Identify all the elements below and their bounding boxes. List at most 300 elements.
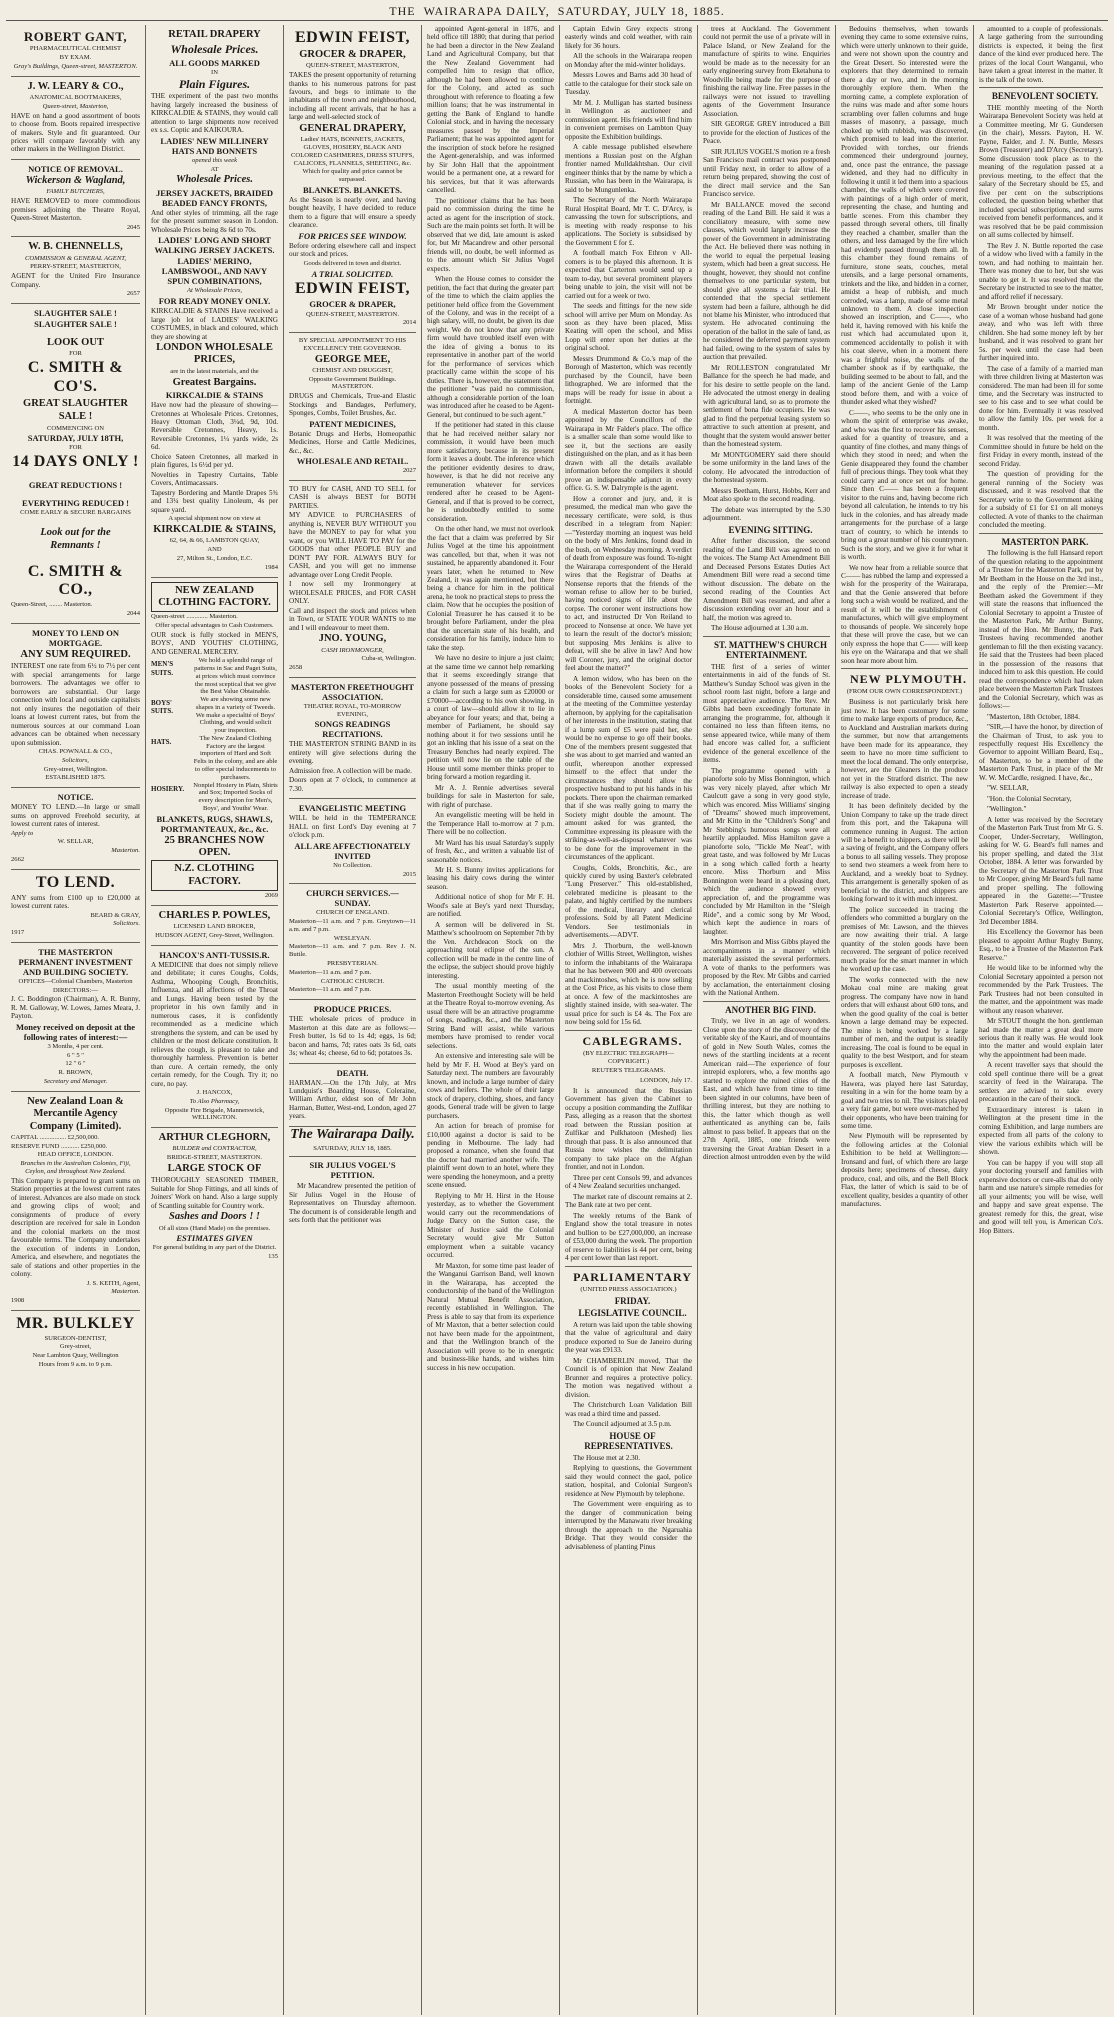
ad-line: A special shipment now on view at	[168, 515, 261, 523]
ad-leary	[11, 77, 140, 160]
house-paragraphs	[565, 1454, 692, 1551]
ad-line: IN	[211, 68, 218, 76]
ad-line: JERSEY JACKETS, BRAIDED BEADED FANCY FRONTS,	[155, 187, 274, 208]
ad-line: At Wholesale Prices,	[186, 287, 243, 295]
benevolent-paragraphs	[979, 104, 1103, 530]
council-paragraph: Mr CHAMBERLIN moved, That the Council is of opinion that New Zealand Brunner and requires a protective policy. The motion was negatived without a division.	[565, 1356, 692, 1399]
ad-line: CAPITAL ................ £2,500,000.	[11, 1133, 100, 1141]
ad-line: Queen-street, Masterton,	[42, 102, 109, 110]
cablegram-paragraphs	[565, 1087, 692, 1263]
ad-line: LONDON WHOLESALE PRICES,	[156, 342, 273, 366]
evening-paragraph: The House adjourned at 1.30 a.m.	[711, 624, 809, 633]
ad-line: A TRIAL SOLICITED.	[311, 268, 394, 279]
ad-number: 1908	[11, 1297, 25, 1305]
ad-title: TO LEND.	[35, 873, 116, 891]
clothing-row-text: The New Zealand Clothing Factory are the largest importers of Hard and Soft Felts in the colony, and are able to offer special inducements to purchasers.	[193, 734, 278, 781]
masterton-park-title: MASTERTON PARK.	[1001, 536, 1089, 547]
ad-line: Opposite Government Buildings. MASTERTON.	[308, 375, 397, 391]
new-plymouth-paragraph: The police succeeded in tracing the offenders who committed a burglary on the premises of Mr. Lawson, and the thieves are now awaiting their trial. A large quantity of the stolen goods have been recovered. The sergeant of police received much praise for the smart manner in which he worked up the case.	[841, 905, 968, 974]
ad-line: GENERAL DRAPERY,	[299, 122, 406, 134]
ad-title: GEORGE MEE,	[314, 353, 391, 365]
ad-line: BLANKETS, RUGS, SHAWLS, PORTMANTEAUX, &c., &c.	[156, 813, 273, 834]
ad-line: GROCER & DRAPER,	[309, 299, 396, 310]
ad-line: QUEEN-STREET, MASTERTON,	[306, 62, 399, 70]
council-paragraph: The Council adjourned at 3.5 p.m.	[573, 1420, 672, 1429]
ad-number: 2045	[126, 223, 140, 231]
news-paragraph: How a coroner and jury, and, it is presumed, the medical man who gave the necessary certificate, were sold, is thus described in a telegram from Napier:—"Yesterday morning an inquest was held on the body of Mrs Jenkins, found dead in the bush, on Wednesday morning. A verdict of death from exposure was found. To-night the Wairarapa correspondent of the Herald wires that the Registrar of Deaths at Nonsense reports that the friends of the woman refuse to allow her to be buried, having noticed signs of life about the corpse. The coroner went instructions how to act, and instructed Dr Von Reiland to proceed to Nonsense at once. We have yet to learn the result of the doctor's mission; but supposing Mrs Jenkins is alive to defeat, will she be alive in law? And how will Coroner, jury, and the original doctor feel about the matter?"	[565, 494, 692, 673]
news-paragraph: appointed Agent-general in 1876, and held office till 1880; that during that period he had been a director in the New Zealand Land and Agricultural Company, but that the New Zealand Government had compelled him to resign that office, although he had been allowed to continue for the Colony, and acted as such throughout with reference to floating a few million loans; that he was instrumental in getting the Bank of England to handle Colonial stock, and in having the necessary measures passed by the Imperial Parliament; that he was appointed agent for the inscription of stock before he resigned the Agent-generalship, and was informed by Sir John Hall that the appointment would be a permanent one, at a reward for his services, but that it was afterwards cancelled.	[427, 25, 554, 195]
ad-line: Plain Figures.	[178, 77, 251, 92]
ad-line: Secretary and Manager.	[43, 1078, 108, 1085]
clothing-row	[151, 657, 278, 696]
ad-line: KIRKCALDIE & STAINS	[165, 390, 264, 400]
clothing-row	[151, 696, 278, 735]
clothing-row-text: We hold a splendid range of patterns in Sac and Paget Suits, at prices which must convince the most sceptical that we give the Best Value Obtainable.	[194, 657, 277, 696]
ad-body: THE MASTERTON STRING BAND in its entirety will give selections during the evening.	[289, 740, 416, 766]
house-paragraph: Mr ROLLESTON congratulated Mr Ballance for the speech he had made, and for his desire to settle people on the land. He advocated the utmost energy in dealing with agricultural land, so as to promote the settlement of bona fide occupiers. He was glad to find the perpetual leasing system so attractive to such attention at present, and thought that the system would answer better than the homestead system.	[703, 363, 830, 449]
ad-line: HEAD OFFICE, LONDON.	[37, 1151, 114, 1159]
ad-title: Wickerson & Wagland,	[25, 174, 126, 186]
ad-line: Wholesale Prices.	[176, 174, 253, 186]
ad-line: ESTABLISHED 1875.	[45, 774, 106, 782]
house-paragraph: Replying to questions, the Government said they would connect the gaol, police station, hospital, and Colonial Surgeon's residence at New Plymouth by telephone.	[565, 1464, 692, 1498]
ad-line: No Collection.	[333, 861, 372, 869]
house-paragraph: The House met at 2.30.	[573, 1453, 641, 1462]
ad-jno-young	[289, 481, 416, 678]
ad-body: Botanic Drugs and Herbs, Homeopathic Medicines, Horse and Cattle Medicines, &c., &c.	[289, 429, 416, 455]
benevolent-paragraph: The question of providing for the general running of the Society was discussed, and it was resolved that the Secretary write to the Government asking for a subsidy of £1 for £1 on all moneys collected. A vote of thanks to the chairman concluded the meeting.	[979, 470, 1103, 530]
ad-line: NOTICE OF REMOVAL.	[28, 163, 123, 174]
church-services	[289, 884, 416, 1000]
ad-notice-money	[11, 788, 140, 870]
news-paragraph: Additional notice of shop for Mr F. H. Wood's sale at Bey's yard next Thursday, are notified.	[427, 893, 554, 919]
ad-line: Remnants !	[50, 540, 101, 552]
masterton-park-paragraph: You can be happy if you will stop all your doctoring yourself and families with expensive doctors or cure-alls that do only harm and use nature's simple remedies for all your ailments; you will be wise, well and happy and save great expense. The greatest remedy for this, the great, wise and good will tell you, is American Co's. Hop Bitters.	[979, 1158, 1103, 1235]
ad-town: Masterton.	[63, 601, 93, 609]
ad-line: PHARMACEUTICAL CHEMIST	[29, 45, 122, 53]
news-paragraph: Messrs Drummond & Co.'s map of the Borough of Masterton, which was recently purchased by the Council, have been lithographed. We are informed that the maps will be ready for issue in about a fortnight.	[565, 354, 692, 406]
ad-title: THE MASTERTON PERMANENT INVESTMENT AND BUILDING SOCIETY.	[18, 946, 133, 977]
ad-body: OUR stock is fully stocked in MEN'S, BOYS', AND YOUTHS' CLOTHING, AND GENERAL MERCERY.	[151, 630, 278, 656]
editorial-title: SIR JULIUS VOGEL'S PETITION.	[309, 1160, 396, 1181]
ad-money-mortgage	[11, 624, 140, 788]
ad-bulkley	[11, 1311, 140, 1374]
ad-body: Before ordering elsewhere call and inspect our stock and prices.	[289, 241, 416, 259]
ad-line: Money received on deposit at the following rates of interest:—	[15, 1021, 136, 1042]
benevolent-paragraph: The case of a family of a married man with three children living at Masterton was considered. The man had been ill for some time, and the Secretary was instructed to see to his case and to see what could be done for him. Eventually it was resolved to allow the family 10s. per week for a month.	[979, 364, 1103, 432]
cablegram-paragraph: The market rate of discount remains at 2. The Bank rate at two per cent.	[565, 1192, 692, 1210]
ad-body: AGENT for the United Fire Insurance Company.	[11, 272, 140, 289]
ad-line: Hours from 9 a.m. to 9 p.m.	[38, 1361, 113, 1368]
ad-line: LICENSED LAND BROKER,	[173, 923, 256, 931]
ad-line: GROCER & DRAPER,	[299, 48, 406, 60]
ad-line: are in the latest materials, and the	[170, 367, 259, 375]
ad-line: BLANKETS. BLANKETS.	[303, 184, 402, 195]
ad-number: 2657	[126, 290, 140, 298]
ad-line: LADIES' LONG AND SHORT WALKING JERSEY JACKETS.	[154, 235, 275, 256]
ad-line: DIRECTORS:—	[53, 986, 98, 994]
ad-line: Near Lambton Quay, Wellington	[32, 1352, 119, 1360]
ad-george-mee	[289, 333, 416, 481]
column-1	[6, 25, 146, 2015]
death-notice	[289, 1064, 416, 1127]
big-find-paragraph: Bedouins themselves, when towards evening they came to some extensive ruins, which were utterly unknown to their guide, and were not shown upon the country and the Great Desert. So interested were the explorers that they determined to remain there a day or two, and in the morning thoroughly explore them. When the morning came, a complete exploration of the ruins was made and after some hours scrambling over fallen columns and huge masses of masonry, a passage, much choked up with rubbish, was discovered, which promised to lead into the interior. Provided with torches, our friends commenced their underground journey, and, once past the entrance, the passage widened, and they had no difficulty in following it until it led them into a spacious chamber, the walls of which were covered with paintings of a high order of merit, representing the chase, and hunting and battle scenes. From this chamber they passed through several others, till finally they reached a chamber, smaller than the others, and less damaged by the fire which had evidently passed through them all. In this chamber they found remains of furniture, stone seats, couches, metal utensils, and a large personal ornaments, trinkets and the like, and hidden in a corner, amidst a heap of rubbish, and much corroded, was a lamp, made of some metal unknown to them. A close inspection showed an inscription, and C——, who held it, having removed with his knife the rust which had accumulated upon it, commenced accidentally to polish it with his coat sleeve, when in a moment there was a frightful noise, the walls of the chamber shook as if by earthquake, the building seemed to be about to fall, and the lamp of the ancient Genie of the Lamp stood before them, and with a voice of thunder asked what they wished?	[841, 25, 968, 407]
news-paragraph: Coughs, Colds, Bronchitis, &c., are quickly cured by using Baxter's celebrated "Lung Preserver." This old-established, celebrated medicine is pleasant to the palate, and highly certified by the numbers of the medical, literary and clerical professions. Sold by all Patent Medicine Vendors. See testimonials in advertisements.—ADVT.	[565, 863, 692, 940]
ad-line: ESTIMATES GIVEN	[176, 1233, 253, 1244]
ad-line: CHAS. POWNALL & CO.,	[38, 748, 113, 756]
ad-line: Solicitors,	[62, 756, 89, 764]
new-plymouth-paragraph: Business is not particularly brisk here just now. It has been customary for some time to make large exports of produce, &c., to Auckland and Australian markets during the summer, but now that arrangements have been made for its appearance, they seem to have no more time sufficient to meet the local demand. The only enterprise, however, are the Gleaners in the produce not yet in the Stratford district. The new railway is also expected to open a steady increase of trade.	[841, 698, 968, 800]
ad-body: MONEY TO LEND.—In large or small sums on approved Freehold security, at lowest current rates of interest.	[11, 803, 140, 829]
ad-line: FAMILY BUTCHERS,	[46, 188, 105, 196]
church-name: CHURCH OF ENGLAND.	[316, 909, 389, 917]
ad-line: Opposite Fire Brigade, Mannerswick, WELLINGTON.	[164, 1106, 265, 1122]
ad-line: AND	[207, 546, 222, 554]
church-name: PRESBYTERIAN.	[327, 960, 378, 967]
news-paragraph: Mr A. J. Rennie advertises several buildings for sale in Masterton for sale, with right of purchase.	[427, 783, 554, 809]
ad-line: RESERVE FUND ........... £250,000.	[11, 1142, 108, 1150]
news-paragraph: An evangelistic meeting will be held in the Temperance Hall to-morrow at 7 p.m. There will be no collection.	[427, 811, 554, 837]
ad-building-society	[11, 943, 140, 1092]
ad-street: Queen-Street,	[11, 601, 48, 609]
news-paragraph: When the House comes to consider the petition, the fact that during the greater part of the time to which the claim applies the petitioner held office from the Government of the Colony, and was in the receipt of a high salary, will, no doubt, be given its due weight. We do not know that any private firm would have troubled itself even with the idea of giving a bonus to its representative in another part of the world for the performance of services which practically came within the scope of his duties. There is, however, the statement that the petitioner "was paid no commission, although a considerable portion of the loan was introduced after he ceased to be Agent-General, but continued to be such agent."	[427, 275, 554, 419]
evening-sitting-title: EVENING SITTING.	[728, 524, 813, 535]
news-paragraph: Messrs Lowes and Barns add 30 head of cattle to the catalogue for their stock sale on Tuesday.	[565, 71, 692, 97]
ad-body: Call and inspect the stock and prices when in Town, or STATE YOUR WANTS to me and I will endeavour to meet them.	[289, 606, 416, 632]
ad-line: Grey-street,	[59, 1343, 92, 1351]
benevolent-paragraph: THE monthly meeting of the North Wairarapa Benevolent Society was held at a Committee meeting, Mr G. Gundersen (in the chair), Messrs. Payton, H. W. Payne, Falder, and J. N. Buttle, Messrs Brown (Treasurer) and D'Arcy (Secretary). Some discussion took place as to the meaning of the regulation passed at a previous meeting, to the effect that the salary of the Secretary should be £5, and five per cent on the subscriptions collected, the question being whether that included special subscriptions, and sums received from benefit performances, and it was resolved that he be paid commission on all sums collected by himself.	[979, 104, 1103, 240]
masthead-the: THE	[389, 4, 416, 18]
ad-line: SONGS READINGS RECITATIONS.	[314, 719, 391, 740]
ad-line: GREAT SLAUGHTER	[23, 397, 128, 409]
ad-number: 2014	[402, 319, 416, 327]
clothing-rows	[151, 657, 278, 812]
masthead-date: SATURDAY, JULY 18, 1885.	[557, 4, 725, 18]
ad-title: EVANGELISTIC MEETING	[298, 803, 407, 814]
news-paragraph: A cable message published elsewhere mentions a Russian post on the Afghan frontier named Mulldakhtshan. Our civil engineer thinks that by the name by which a Russian, who has been in the Wairarapa, is said to be Mungunlenka.	[565, 143, 692, 194]
ad-title: MR. BULKLEY	[16, 1314, 135, 1332]
ad-line: ALL ARE AFFECTIONATELY INVITED	[294, 840, 411, 861]
divider	[289, 1156, 416, 1157]
church-times: Masterton—11 a.m. and 7 p.m.	[289, 968, 372, 976]
news-paragraph: amounted to a couple of professionals. A large gathering from the surrounding districts is expected, it being the first dance of the kind ever produced here. The prizes of the local Court Wanganui, who have taken a great interest in the matter. It is the talk of the town.	[979, 25, 1103, 84]
news-paragraph: We have no desire to injure a just claim; at the same time we cannot help remarking that it seems exceedingly strange that anyone possessed of the means of pressing a claim for such a large sum as £20000 or £70000—according to his own showing, in a court of law—should allow it to lie in abeyance for four years; and that, being a member of Parliament, he should say nothing about it for two sessions until he got an inkling that his issue of a seat on the Treasury Benches had nearly expired. The petition will now lie on the table of the House until some member thinks proper to bring forward a motion regarding it.	[427, 654, 554, 782]
parliamentary-title: PARLIAMENTARY	[573, 1269, 692, 1284]
ad-line: Goods delivered in town and district.	[303, 259, 402, 267]
ad-line: SURGEON-DENTIST,	[44, 1334, 107, 1342]
ad-line: 6 " 5 "	[67, 1051, 84, 1059]
ad-line: THEATRE ROYAL, TO-MORROW EVENING,	[303, 702, 402, 718]
council-paragraphs	[565, 1321, 692, 1429]
editorial-date: SATURDAY, JULY 18, 1885.	[313, 1145, 392, 1153]
big-find-paragraph: C——, who seems to be the only one in whom the spirit of enterprise was awake, and who was the first to recover his senses, asked for a quantity of treasure, and a quantity of fine clothes, and many things of which they stood in need; and when the Genie disappeared they found the chamber full of precious things. They took what they could carry and at once set out for home. Since then C—— has been a frequent visitor to the ruins and, having become rich beyond all calculation, he intends to try his luck in the colonies, and has already made arrangements for the purchase of a large tract of country, to which he intends to bring out a great number of his countrymen. Such is the story, and we give it for what it is worth.	[841, 408, 968, 562]
clothing-row	[151, 782, 278, 813]
news-paragraph: All the schools in the Wairarapa reopen on Monday after the mid-winter holidays.	[565, 52, 692, 69]
clothing-row-label: HOSIERY.	[151, 784, 185, 793]
ad-line: R. BROWN,	[58, 1069, 93, 1077]
ad-nz-clothing-factory	[151, 578, 278, 906]
news-paragraph: The usual monthly meeting of the Masterton Freethought Society will be held at the Theatre Royal to-morrow evening. As usual there will be an attractive programme of songs, readings, &c., and the Masterton String Band will assist, while various members have promised to render vocal selections.	[427, 982, 554, 1050]
ad-line: ALL GOODS MARKED	[169, 57, 260, 68]
ad-line: CHEMIST AND DRUGGIST,	[312, 366, 393, 374]
ad-hancox	[151, 946, 278, 1128]
ad-line: Offer special advantages to Cash Customers.	[155, 622, 274, 630]
news-paragraph: The seeds and fittings for the new side school will arrive per Mum on Monday. As soon as they have been placed, Miss Keating will open the school, and Miss Lopp will enter upon her duties at the original school.	[565, 302, 692, 353]
ad-line: Cuba-st, Wellington.	[361, 655, 416, 663]
clothing-row-text: Nonpiel Hosiery in Plain, Shirts and Sox; Imported Socks of every description for Men's, Boys', and Youths' Wear.	[193, 781, 278, 812]
column-5	[560, 25, 698, 2015]
ad-line: Of all sizes (Hand Made) on the premises.	[158, 1224, 271, 1232]
ad-evangelistic	[289, 799, 416, 884]
ad-line: W. SELLAR,	[57, 838, 94, 846]
ad-line: 14 DAYS ONLY !	[12, 453, 139, 471]
ad-line: Masterton.	[111, 1288, 140, 1296]
ad-line: QUEEN-STREET, MASTERTON.	[306, 310, 399, 318]
masterton-park-paragraph: A letter was received by the Secretary of the Masterton Park Trust from Mr G. S. Cooper, Under-Secretary, Wellington, asking for W. G. Beard's full names and his proper spelling, and dated the 31st October, 1884. A letter was forwarded by the Secretary of the Masterton Park Trust to Mr Cooper, giving Mr Beard's full name and proper spelling. The following appeared in the Gazette:—"Trustee Masterton Park Reserve appointed.—Colonial Secretary's Office, Wellington, 3rd December 1884.	[979, 815, 1103, 926]
ad-line: Ladies' HATS, BONNETS, JACKETS, GLOVES, HOSIERY, BLACK AND COLORED CASHMERES, DRESS STUFFS, CALICOES, FLANNELS, SHEETING, &c.	[291, 136, 414, 167]
ad-cleghorn	[151, 1128, 278, 1266]
clothing-row-label: MEN'S SUITS.	[151, 660, 174, 677]
ad-line: BRIDGE-STREET, MASTERTON.	[166, 1154, 263, 1162]
news-paragraph: A lemon widow, who has been on the books of the Benevolent Society for a considerable time, caused some amusement at the meeting of the Committee yesterday afternoon, by applying for the capitalisation of her interests in the institution, stating that if a lump sum of £5 were paid her, she would be no expense to go off their books. One of the members present suggested that she was about to get married and wanted an outfit, whereupon another expressed himself to the effect that under the circumstances they should allow the prospective husband to put his hands in his pockets. There upon the chairman remarked that if she was really going to marry the Society might double the amount. The amount asked for was granted, the Committee expressing its pleasure with the striking-as-well-as-disposal whatever was to be done for the improvement in the circumstances of the applicant.	[565, 674, 692, 862]
ad-title: C. SMITH & CO'S.	[27, 359, 124, 396]
house-paragraph: SIR JULIUS VOGEL'S motion re a fresh San Francisco mail contract was postponed until Friday next, in order to allow of a return being prepared, showing the cost of the direct mail service and the San Francisco service.	[703, 147, 830, 199]
masterton-park-paragraph: His Excellency the Governor has been pleased to appoint Arthur Rugby Bunny, Esq., to be a Trustee of the Masterton Park Reserve."	[979, 928, 1103, 962]
ad-body: MY ADVICE to PURCHASERS of anything is, NEVER BUY WITHOUT you have the MONEY to pay for what you want, or you WILL HAVE TO PAY for the GOODS that other PEOPLE BUY and DON'T PAY FOR. ALWAYS BUY for CASH, and you will get no immense advantage over Long Credit People.	[289, 511, 416, 579]
news-paragraph: Replying to Mr H. Hirst in the House yesterday, as to whether the Government would carry out the recommendations of Judge Darcy on the Sutton case, the Minister of Justice said the Colonial Secretary would give Mr Sutton employment when a suitable vacancy occurred.	[427, 1191, 554, 1260]
columns	[6, 25, 1108, 2015]
ad-line: EDWIN FEIST,	[294, 279, 411, 297]
column-3	[284, 25, 422, 2015]
ad-body: DRUGS and Chemicals, True-and Elastic Stockings and Bandages, Perfumery, Sponges, Combs, Toilet Brushes, &c.	[289, 392, 416, 418]
column-7	[836, 25, 974, 2015]
ad-title: RETAIL DRAPERY	[168, 29, 261, 40]
news-paragraphs	[427, 25, 554, 1372]
ad-body: TO BUY for CASH, AND TO SELL for CASH is always BEST for BOTH PARTIES.	[289, 484, 416, 510]
masterton-park-paragraph: Mr STOUT thought the hon. gentleman had made the matter a great deal more serious than it really was. He would look into the matter and would explain later why the appointment had been made.	[979, 1017, 1103, 1059]
masterton-park-paragraph: "Wellington."	[987, 805, 1027, 814]
ad-body: As the Season is nearly over, and having bought heavily, I have decided to reduce them to a figure that will ensure a speedy clearance.	[289, 195, 416, 230]
ad-title: NOTICE.	[57, 792, 94, 803]
ad-body: This Company is prepared to grant sums on Station properties at the lowest current rates of interest. Advances are also made on stock and growing clips of wool; and consignments of produce of every description are received for sale in London and the colonial markets on the most favourable terms. The Company undertakes the execution of indents in London, America, and elsewhere, and negotiates the sale of stations and other properties in the colony.	[11, 1176, 140, 1279]
church-times: Masterton—11 a.m. and 7 p.m. Rev J. N. Buttle.	[289, 943, 416, 959]
new-plymouth-subtitle: (FROM OUR OWN CORRESPONDENT.)	[846, 688, 963, 696]
news-paragraph: A medical Masterton doctor has been appointed by the Councillors of the Wairarapa in Mr Falder's place. The office is a smaller scale than some would like to see it, but the sections are easily distinguished on the plan, and as it has been drawn with all the details available information before the compilers it should prove an indispensable adjunct in every office. G. S. W. Dalrymple is the agent.	[565, 407, 692, 493]
ad-line: HUDSON AGENT, Grey-Street, Wellington.	[155, 932, 274, 939]
ad-line: OFFICES—Colonial Chambers, Masterton	[18, 977, 133, 985]
ad-line: COME EARLY & SECURE BARGAINS	[20, 509, 131, 517]
ad-line: N.Z. CLOTHING FACTORY.	[151, 860, 278, 891]
church-name: CATHOLIC CHURCH.	[320, 977, 385, 985]
news-paragraph: On the other hand, we must not overlook the fact that a claim was preferred by Sir Julius Vogel at the time his appointment was cancelled, but that, when it was not sustained, he apparently abandoned it. Four years later, when he returned to New Zealand, it was again mentioned, but there being a chance for him in the political arena, he took no practical steps to press the claim. Now that he occupies the position of Colonial Treasurer he has caused it to be brought before Parliament, under the plea that the uncertain state of his health, and consideration for his family, induce him to take the step.	[427, 525, 554, 652]
news-paragraph: Mrs J. Thorburn, the well-known clothier of Willis Street, Wellington, wishes to inform the inhabitants of the Wairarapa that he has between 900 and 400 overcoats and mackintoshes, which he is now selling at the Cost Price, as his visits to close them at once. A few of the mackintoshes are slightly stained inside, with sea-water. The usual price for such is £4 4s. The Fox are now being sold for 15s 6d.	[565, 941, 692, 1027]
ad-line: LADIES' MERINO, LAMBSWOOL, AND NAVY SPUN COMBINATIONS,	[161, 256, 268, 287]
masterton-park-paragraph: "Hon. the Colonial Secretary,	[987, 794, 1072, 803]
ad-line: EVERYTHING REDUCED !	[22, 498, 129, 509]
church-name: WESLEYAN.	[333, 934, 372, 942]
masthead-title: WAIRARAPA DAILY,	[423, 4, 550, 18]
ad-line: Queen-Street, ........ Masterton.	[11, 601, 93, 609]
news-paragraphs	[565, 25, 692, 1027]
ad-line: To Also Pharmacy,	[189, 1097, 240, 1105]
ad-number: 2027	[402, 467, 416, 475]
ad-body: INTEREST one rate from 6½ to 7½ per cent with special arrangements for large borrowers. The advantages we offer to borrowers are substantial. Our large connection with local and outside capitalists not only insures the negotiation of their loans at lowest current rates, but from the numerous sources at our command Loan advances can be obtained when necessary upon submission.	[11, 662, 140, 747]
news-paragraph: Captain Edwin Grey expects strong easterly winds and cold weather, with rain likely for 36 hours.	[565, 25, 692, 50]
ad-nz-loan	[11, 1092, 140, 1311]
ad-line: Queen-street ............. Masterton.	[151, 613, 238, 621]
ad-line: Wholesale Prices.	[170, 42, 259, 57]
divider	[979, 533, 1103, 534]
ad-line: SLAUGHTER SALE !	[34, 307, 117, 318]
section-body: HARMAN.—On the 17th July, at Mrs Lundquist's Boarding House, Coleraine, William Arthur, eldest son of Mr John Harman, Butter, West-end, London, aged 27 years.	[289, 1078, 416, 1121]
divider	[979, 87, 1103, 88]
masterton-park-paragraph: "Masterton, 18th October, 1884.	[987, 712, 1080, 721]
news-paragraph: The Secretary of the North Wairarapa Rural Hospital Board, Mr T. C. D'Arcy, is canvassing the town for subscriptions, and is meeting with ready response to his applications. The Society is subsidised by the Government £ for £.	[565, 196, 692, 247]
section-title: CHURCH SERVICES.—SUNDAY.	[306, 888, 399, 909]
divider	[703, 636, 830, 637]
ad-line: FOR READY MONEY ONLY.	[158, 296, 271, 307]
benevolent-paragraph: Mr Brown brought under notice the case of a woman whose husband had gone away, and who was left with three children. She had some money left by her husband, and it was resolved to grant her 5s. per week until the case had been further inquired into.	[979, 303, 1103, 363]
ad-edwin-feist	[289, 25, 416, 333]
section-title: PRODUCE PRICES.	[313, 1004, 392, 1015]
cablegrams-source: REUTER'S TELEGRAMS.	[591, 1067, 666, 1075]
ad-line: Apply to	[11, 829, 34, 837]
section-title: DEATH.	[336, 1067, 369, 1078]
new-plymouth-paragraphs	[841, 698, 968, 1209]
legislative-council-title: LEGISLATIVE COUNCIL.	[578, 1308, 687, 1319]
news-paragraph: Mr Maxton, for some time past leader of the Wanganui Garrison Band, well known in the Wairarapa, has accepted the conductorship of the band of the Wellington Natural Mutual Benefit Association, recently established in Wellington. The Press is able to say that from its experience of Mr Maxton, that a better selection could not have been made for the appointment, and that the Wellington branch of the Association will prove to be in energetic and business-like hands, and wishes him success in his new occupation.	[427, 1261, 554, 1372]
ad-wickerson	[11, 160, 140, 237]
ad-body: Novelties in Tapestry Curtains, Table Covers, Antimacassars.	[151, 470, 278, 488]
evening-paragraphs	[703, 537, 830, 632]
new-plymouth-title: NEW PLYMOUTH.	[849, 672, 967, 687]
ad-number: 2662	[11, 855, 25, 863]
new-plymouth-paragraph: A football match, New Plymouth v Hawera, was played here last Saturday, resulting in a win for the home team by a goal and two tries to nil. The visitors played a very fair game, but were over-matched by their opponents, who have been training for some time.	[841, 1071, 968, 1130]
ad-title: J. W. LEARY & CO.,	[27, 80, 124, 92]
new-plymouth-paragraph: The works connected with the new Mokau coal mine are making great progress. The company have now in hand orders that will exhaust about 600 tons, and when the good quality of the coal is better known a large demand may be expected. The mine is being worked by a large number of men, and the output is steadily increasing. The coal is found to be equal in quality to the best Westport, and for steam purposes is excellent.	[841, 975, 968, 1069]
big-find-title: ANOTHER BIG FIND.	[725, 1004, 816, 1015]
ad-line: Gray's Buildings, Queen-street, MASTERTON.	[13, 62, 138, 70]
house-title: HOUSE OF REPRESENTATIVES.	[584, 1430, 673, 1452]
ad-line: 25 BRANCHES NOW OPEN.	[164, 834, 265, 858]
ad-body: Have now had the pleasure of showing—Cretonnes at Wholesale Prices. Cretonnes, Heavy Ottoman Cloth, 3¼d, 9d, 10d. Reversible Cretonnes, Heavy, 1s. Reversible Cretonnes, 1¼ yards wide, 2s 6d.	[151, 401, 278, 452]
big-find-paragraphs	[703, 1017, 830, 1161]
ad-title: MONEY TO LEND ON MORTGAGE.	[32, 627, 119, 648]
ad-line: LADIES' NEW MILLINERY HATS AND BONNETS	[160, 135, 269, 156]
produce-prices	[289, 1000, 416, 1063]
ad-line: Masterton.	[111, 847, 140, 855]
clothing-row-label: BOYS' SUITS.	[151, 699, 173, 716]
ad-powles	[151, 906, 278, 946]
divider	[565, 1266, 692, 1267]
ad-title: New Zealand Loan & Mercantile Agency Company (Limited).	[27, 1095, 124, 1132]
ad-number: 1984	[264, 563, 278, 571]
ad-to-lend	[11, 870, 140, 943]
st-matthews-paragraph: The programme opened with a pianoforte solo by Miss Bonnington, which was very nicely played, after which Mr Caulcutt gave a song in very good style, which was encored. Miss Williams' singing of "Dreams" showed much improvement, and Mr Kitto in the "Children's Song" and Mr Stebbing's humorous songs were all heartily applauded. Miss Hamilton gave a pianoforte solo, "Tickle Me Neat", with great taste, and was followed by Mr Lucas in a song which called forth a hearty encore. Miss Thorburn and Miss Bonnington were heard in a pleasing duet, which the audience showed every appreciation of, and the programme was concluded by Mr Hamilton in the "Sleigh Ride", and a comic song by Mr Wood, which kept the audience in roars of laughter.	[703, 766, 830, 936]
ad-line: COMMENCING ON	[47, 424, 104, 432]
ad-number: 135	[268, 1253, 278, 1261]
masterton-park-paragraph: "SIR,—I have the honor, by direction of the Chairman of Trust, to ask you to respectfully request His Excellency the Governor to appoint William Beard, Esq., of Masterton, to be a member of the Masterton Park Trust, in place of the Mr W. W. McCardle, resigned. I have, &c.,	[979, 723, 1103, 782]
masterton-park-paragraph: He would like to be informed why the Colonial Secretary appointed a person not recommended by the Park Trustees. The Park Trustees had not been consulted in the matter, and the appointment was made without any reason whatever.	[979, 964, 1103, 1015]
cablegrams-date: LONDON, July 17.	[639, 1077, 692, 1085]
ad-number: 1917	[11, 929, 25, 937]
ad-title: EDWIN FEIST,	[294, 29, 411, 46]
ad-line: C. SMITH & CO.,	[27, 562, 124, 599]
ad-line: LOOK OUT	[47, 337, 104, 348]
ad-title: ROBERT GANT,	[23, 29, 128, 44]
ad-line: J. HANCOX,	[196, 1089, 233, 1097]
ad-line: SLAUGHTER SALE !	[34, 318, 117, 329]
parliamentary-subtitle: (UNITED PRESS ASSOCIATION.)	[580, 1285, 677, 1293]
st-matthews-title: ST. MATTHEW'S CHURCH ENTERTAINMENT.	[714, 639, 827, 661]
column-6	[698, 25, 836, 2015]
masterton-park-paragraphs	[979, 549, 1103, 1235]
ad-title: CHARLES P. POWLES,	[158, 909, 271, 921]
ad-line: GREAT REDUCTIONS !	[28, 480, 123, 491]
news-paragraph: A football match Fox Ethron v All-comers is to be played this afternoon. It is expected that Carterton would send up a team to-day, but several prominent players being unable to join, the visit will not be carried out for a week or two.	[565, 249, 692, 300]
ad-title: JNO. YOUNG,	[318, 633, 387, 645]
ad-body: HAVE REMOVED to more commodious premises adjoining the Theatre Royal, Queen-Street Masterton.	[11, 197, 140, 223]
ad-body: And other styles of trimming, all the rage for the present summer season in London. Wholesale Prices being 8s 6d to 70s.	[151, 208, 278, 234]
benevolent-society-title: BENEVOLENT SOCIETY.	[991, 91, 1099, 102]
masterton-park-paragraph: Extraordinary interest is taken in Wellington at the present time in the coming Exhibition, and large numbers are expected from all parts of the colony to view the various exhibits which will be shown.	[979, 1105, 1103, 1157]
ad-chennells	[11, 237, 140, 304]
ad-line: Which for quality and price cannot be surpassed.	[302, 168, 403, 184]
ad-line: ANATOMICAL BOOTMAKERS,	[29, 94, 122, 101]
masterton-park-paragraph: A recent traveller says that should the cold spell continue there will be a great scarcity of feed in the Wairarapa. The settlers are advised to take every precaution in the care of their stock.	[979, 1061, 1103, 1104]
ad-body: THE experiment of the past two months having largely increased the business of KIRKCALDIE & STAINS, they would call attention to large shipments now received ex s.s. Coptic and KAIKOURA.	[151, 92, 278, 135]
council-paragraph: A return was laid upon the table showing that the value of agricultural and dairy produce exported to Sue de Janeiro during the year was £9133.	[565, 1320, 692, 1355]
ad-title: ARTHUR CLEGHORN,	[158, 1132, 271, 1144]
ad-body: KIRKCALDIE & STAINS Have received a large job lot of LADIES' WALKING COSTUMES, in black and coloured, which they are showing at	[151, 307, 278, 341]
house-paragraph: The Government were enquiring as to the danger of communication being interrupted by the Manawatu river breaking through the approach to the Ngaruahia Bridge. That they would consider the advisableness of planting Pinus	[565, 1500, 692, 1551]
ad-line: Greatest Bargains.	[172, 376, 257, 388]
news-paragraph: A sermon will be delivered in St. Matthew's schoolroom on September 7th by the Ven. Archdeacon Stock on the approaching total eclipse of the sun. A collection will be made in the centre line of the eclipse, the subject should prove highly interesting.	[427, 920, 554, 980]
ad-line: BUILDER and CONTRACTOR,	[172, 1145, 257, 1153]
ad-title: NEW ZEALAND CLOTHING FACTORY.	[151, 582, 278, 613]
house-paragraph: The debate was interrupted by the 5.30 adjournment.	[703, 505, 830, 523]
cablegrams-title: CABLEGRAMS.	[582, 1033, 683, 1048]
ad-number: 2658	[289, 664, 303, 672]
house-paragraph: Mr BALLANCE moved the second reading of the Land Bill. He said it was a conciliatory measure, with some new clauses, which would largely increase the power of the Government in administrating the Act. He believed there was nothing in the world to equal the perpetual leasing system, which had been a great success. He thought, however, they should not confine themselves to one particular system, but should give all systems a fair trial. He contended that the special settlement system had been a failure, although he did not blame his Minister, who introduced that system. He advocated continuing the operation of the ballot in the sale of land, as he considered the deferred payment system had failed, owing to the system of sales by auction that prevailed.	[703, 200, 830, 362]
ad-freethought	[289, 678, 416, 800]
masterton-park-paragraph: "W. SELLAR,	[987, 784, 1029, 793]
divider	[565, 1030, 692, 1031]
ad-line: BY EXAM.	[59, 54, 92, 62]
benevolent-paragraph: It was resolved that the meeting of the Committee should in future be held on the first Friday in every month, instead of the second Friday.	[979, 434, 1103, 468]
st-matthews-paragraphs	[703, 663, 830, 998]
parliamentary-day: FRIDAY.	[614, 1295, 651, 1306]
ad-title: HANCOX'S ANTI-TUSSIS.R.	[159, 949, 270, 960]
clothing-row-text: We are showing some new shapes in a variety of Tweeds. We make a specialité of Boys' Clothing, and would solicit your inspection.	[195, 696, 276, 735]
ad-line: FOR PRICES SEE WINDOW.	[298, 230, 407, 241]
ad-line: KIRKCALDIE & STAINS,	[153, 524, 276, 536]
ad-body: A MEDICINE that does not simply relieve and debilitate; it cures Coughs, Colds, Asthma, Whooping Cough, Bronchitis, Influenza, and all affections of the Throat and Lungs. Having been tested by the proprietor in his own family and in numerous cases, it is confidently recommended as a medicine which strengthens the system, and can be used by children or the most delicate constitution. It relieves the cough, is pleasant to take and thoroughly harmless. Prevention is better than cure. A certain remedy, the only certain remedy, for the Cough. Try it; no cure, no pay.	[151, 960, 278, 1088]
ad-line: FOR	[69, 444, 82, 452]
newspaper-name: The Wairarapa Daily.	[290, 1126, 415, 1142]
house-paragraph: Mr MONTGOMERY said there should be some uniformity in the land laws of the colony. He advocated the introduction of the homestead system.	[703, 450, 830, 485]
ad-line: ANY SUM REQUIRED.	[20, 648, 131, 660]
ad-body: Admission free. A collection will be made.	[289, 766, 412, 775]
ad-body: TAKES the present opportunity of returning thanks to his numerous patrons for past favours, and begs to intimate to the inhabitants of the town and neighbourhood, including all recent arrivals, that he has a large and well-selected stock of	[289, 71, 416, 122]
ad-body: Tapestry Bordering and Mantle Drapes 5¾ and 13¼ best quality Linoleum, 4s per square yard.	[151, 488, 278, 514]
ad-line: Branches in the Australian Colonies, Fiji, Ceylon, and throughout New Zealand.	[20, 1160, 131, 1175]
ad-line: PERRY-STREET, MASTERTON,	[30, 263, 121, 271]
new-plymouth-paragraph: It has been definitely decided by the Union Company to take up the trade direct from this port, and the Takapuna will commence running in August. The action will be a benefit to shippers, as there will be a saving of freight, and the Company offers a bonus to all sailing vessels. They propose to send two steamers a week from here to Auckland, and a weekly boat to Sydney. This arrangement is generally spoken of as beneficial to the district, and shippers are looking forward to it with much interest.	[841, 802, 968, 904]
ad-body: ANY sums from £100 up to £20,000 at lowest current rates.	[11, 893, 140, 911]
ad-number: 2044	[126, 610, 140, 618]
column-4	[422, 25, 560, 2015]
